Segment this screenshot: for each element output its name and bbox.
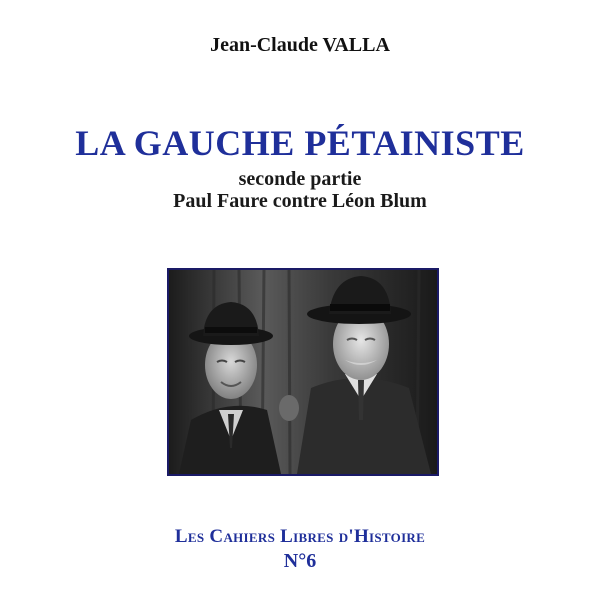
series-number: N°6	[283, 550, 317, 572]
series-name: Les Cahiers Libres d'Histoire	[174, 526, 426, 547]
book-subtitle-secondary: Paul Faure contre Léon Blum	[173, 190, 427, 212]
book-subtitle: seconde partie	[238, 168, 362, 190]
book-title: LA GAUCHE PÉTAINISTE	[75, 123, 525, 163]
cover-photo	[167, 268, 439, 476]
author-name: Jean-Claude VALLA	[210, 34, 390, 56]
